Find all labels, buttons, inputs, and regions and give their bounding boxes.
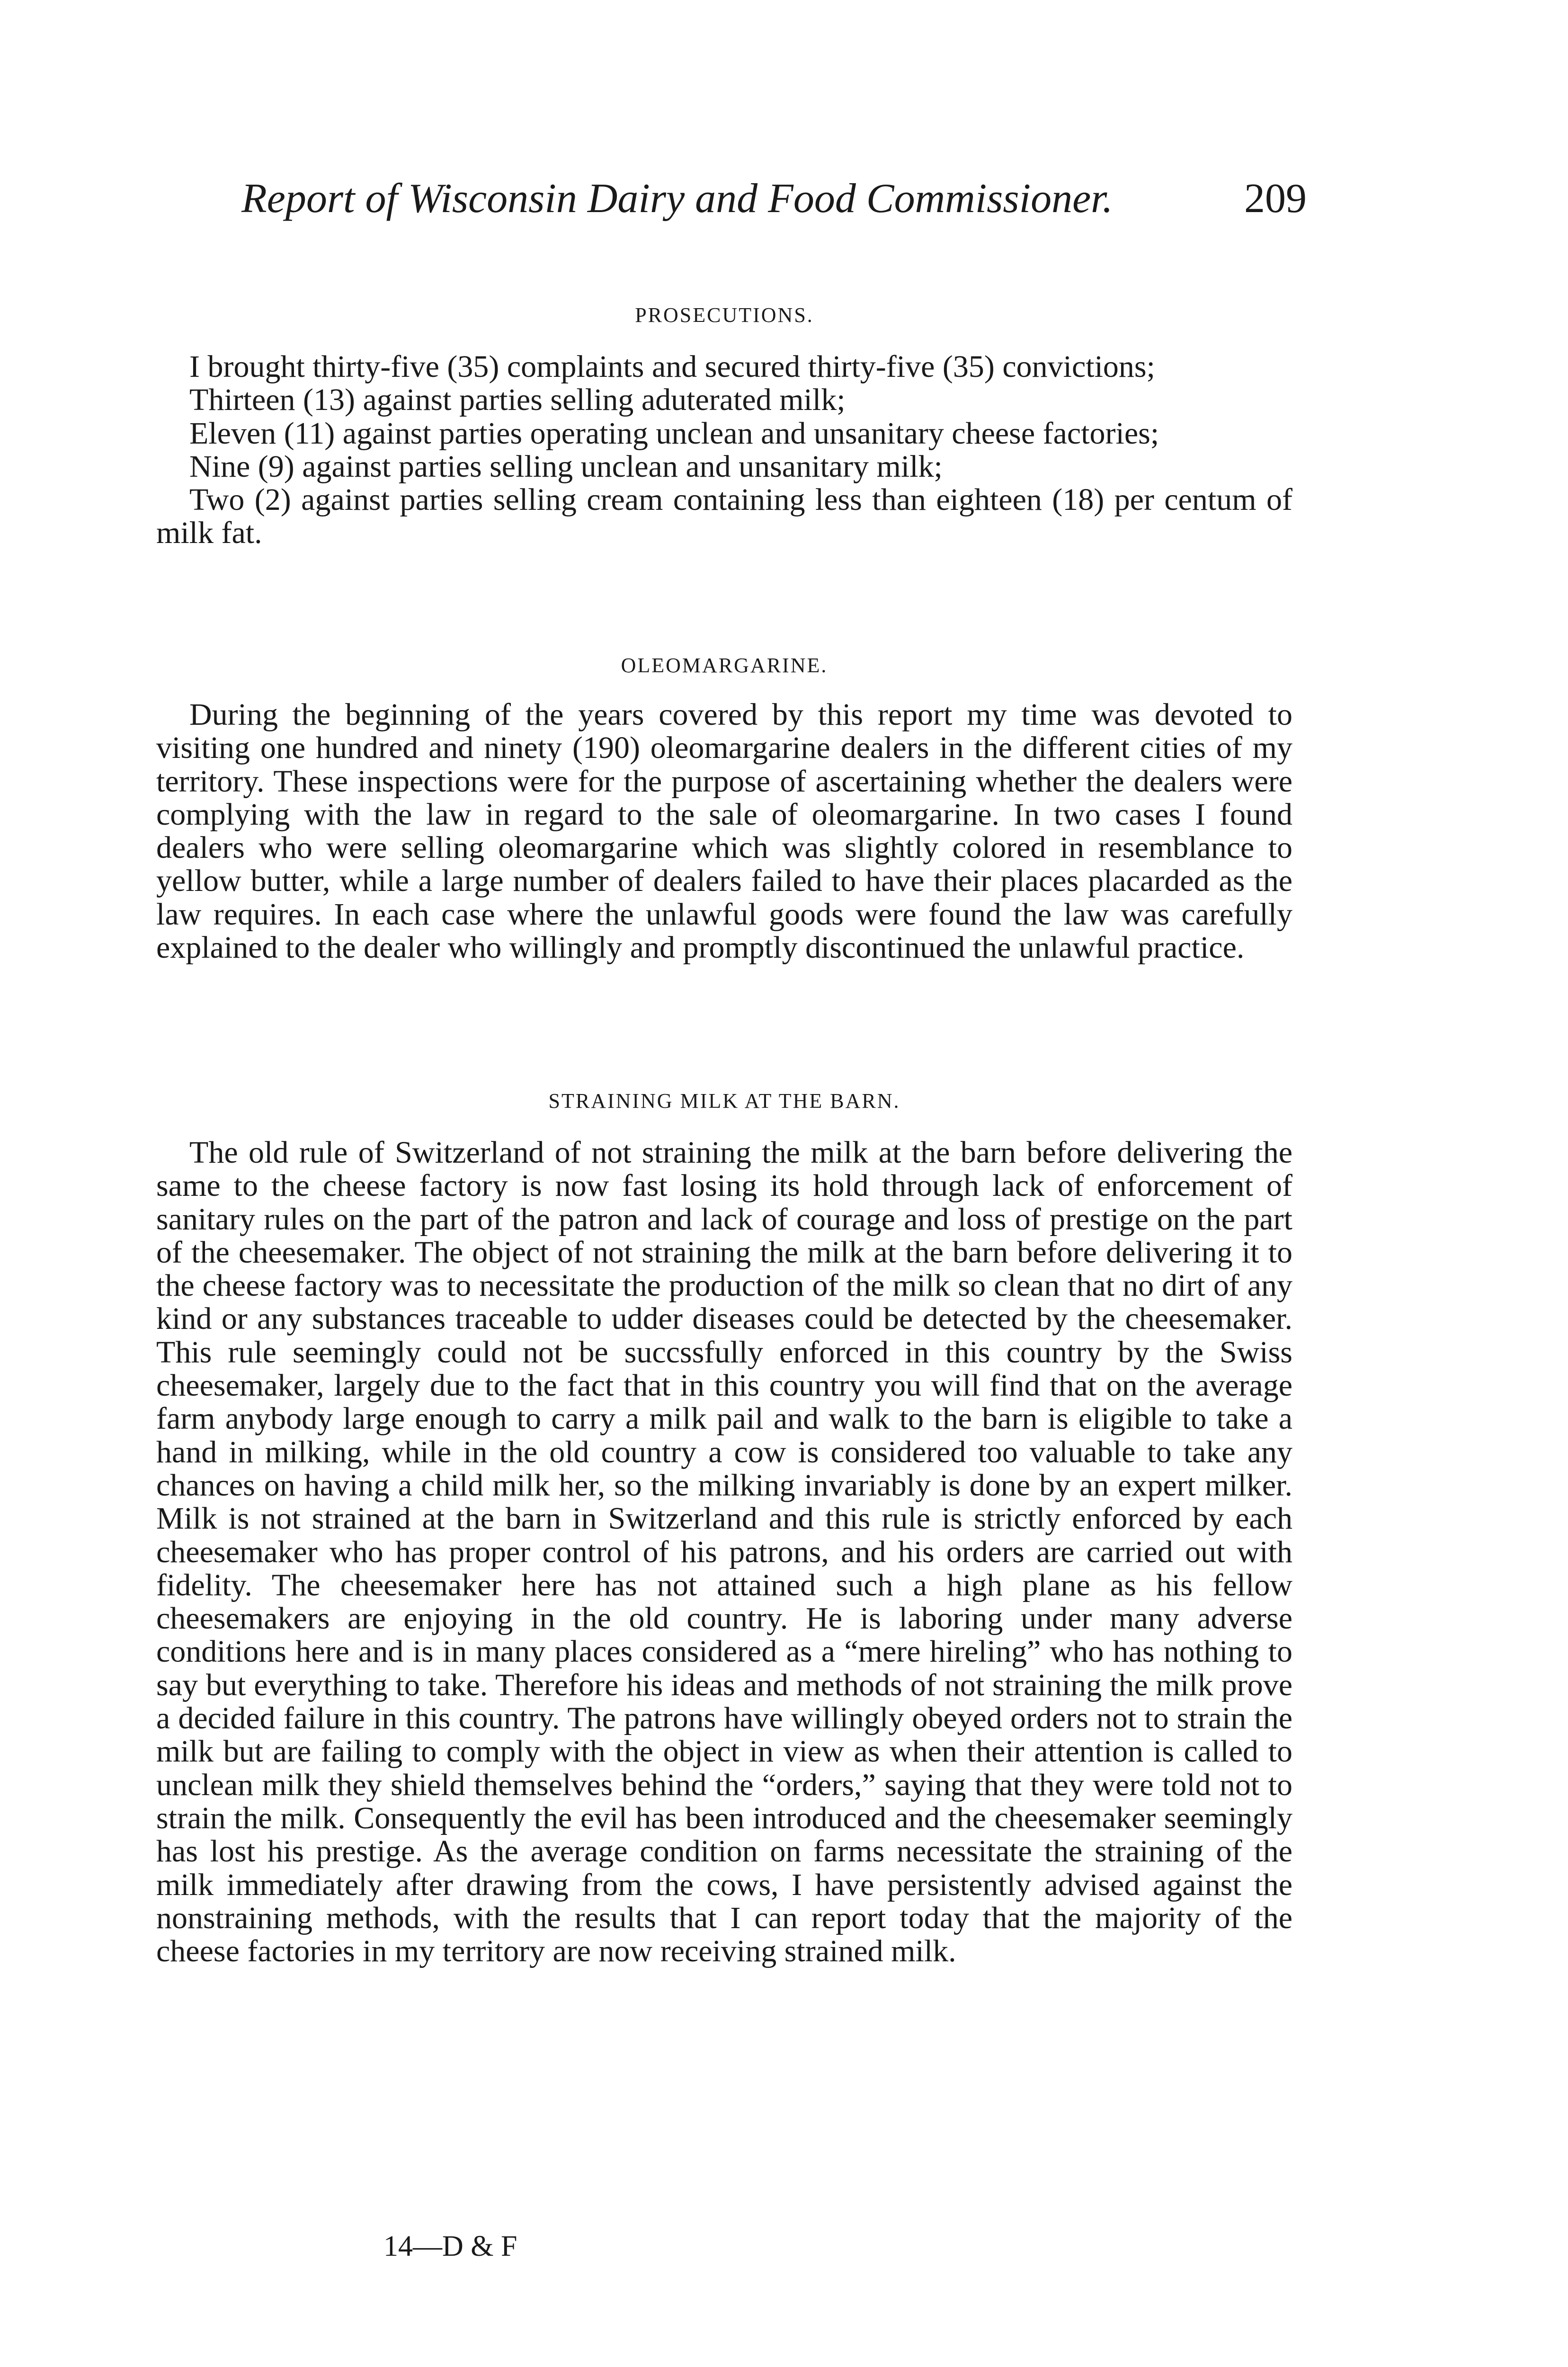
running-head [227, 170, 1307, 227]
section-heading-prosecutions: PROSECUTIONS. [635, 303, 814, 327]
oleomargarine-paragraph: During the beginning of the years covered by this report my time was devoted to visiting one hundred and ninety (190) oleomargarine dealers in the different cities of my territory. These inspections were for the purpose of ascertaining whether the dealers were complying with the law in regard to the sale of oleomargarine. In two cases I found dealers who were selling oleomargarine which was slightly colored in resemblance to yellow butter, while a large number of dealers failed to have their places placarded as the law requires. In each case where the unlawful goods were found the law was carefully explained to the dealer who willingly and promptly discontinued the unlawful practice. [156, 697, 1292, 965]
prosecutions-item: Eleven (11) against parties operating unclean and unsanitary cheese factories; [189, 416, 1159, 451]
section-heading-oleomargarine: OLEOMARGARINE. [621, 654, 828, 677]
oleomargarine-text [156, 698, 1292, 964]
prosecutions-item: Two (2) against parties selling cream containing less than eighteen (18) per centum of milk fat. [156, 482, 1292, 551]
prosecutions-paragraph: I brought thirty-five (35) complaints and secured thirty-five (35) convictions; [189, 349, 1155, 384]
section-heading-straining-milk: STRAINING MILK AT THE BARN. [548, 1089, 900, 1112]
running-title: Report of Wisconsin Dairy and Food Commissioner. [241, 176, 1113, 222]
prosecutions-item: Nine (9) against parties selling unclean and unsanitary milk; [189, 449, 943, 484]
prosecutions-item: Thirteen (13) against parties selling aduterated milk; [189, 383, 846, 418]
straining-milk-paragraph: The old rule of Switzerland of not straining the milk at the barn before delivering the same to the cheese factory is now fast losing its hold through lack of enforcement of sanitary rules on the part of the patron and lack of courage and loss of prestige on the part of the cheesemaker. The object of not straining the milk at the barn before delivering it to the cheese factory was to necessitate the production of the milk so clean that no dirt of any kind or any substances traceable to udder diseases could be detected by the cheesemaker. This rule seemingly could not be succssfully enforced in this country by the Swiss cheesemaker, largely due to the fact that in this country you will find that on the average farm anybody large enough to carry a milk pail and walk to the barn is eligible to take a hand in milking, while in the old country a cow is considered too valuable to take any chances on having a child milk her, so the milking invariably is done by an expert milker. Milk is not strained at the barn in Switzerland and this rule is strictly enforced by each cheesemaker who has proper control of his patrons, and his orders are carried out with fidelity. The cheesemaker here has not attained such a high plane as his fellow cheesemakers are enjoying in the old country. He is laboring under many adverse conditions here and is in many places considered as a “mere hireling” who has nothing to say but everything to take. Therefore his ideas and methods of not straining the milk prove a decided failure in this country. The patrons have willingly obeyed orders not to strain the milk but are failing to comply with the object in view as when their attention is called to unclean milk they shield themselves behind the “orders,” saying that they were told not to strain the milk. Consequently the evil has been introduced and the cheesemaker seemingly has lost his prestige. As the average condition on farms necessitate the straining of the milk immediately after drawing from the cows, I have persistently advised against the nonstraining methods, with the results that I can report today that the majority of the cheese factories in my territory are now receiving strained milk. [156, 1135, 1292, 1969]
prosecutions-list [156, 350, 1292, 550]
signature-mark: 14—D & F [383, 2230, 517, 2262]
straining-milk-text [156, 1136, 1292, 1968]
page-number: 209 [1244, 176, 1307, 222]
